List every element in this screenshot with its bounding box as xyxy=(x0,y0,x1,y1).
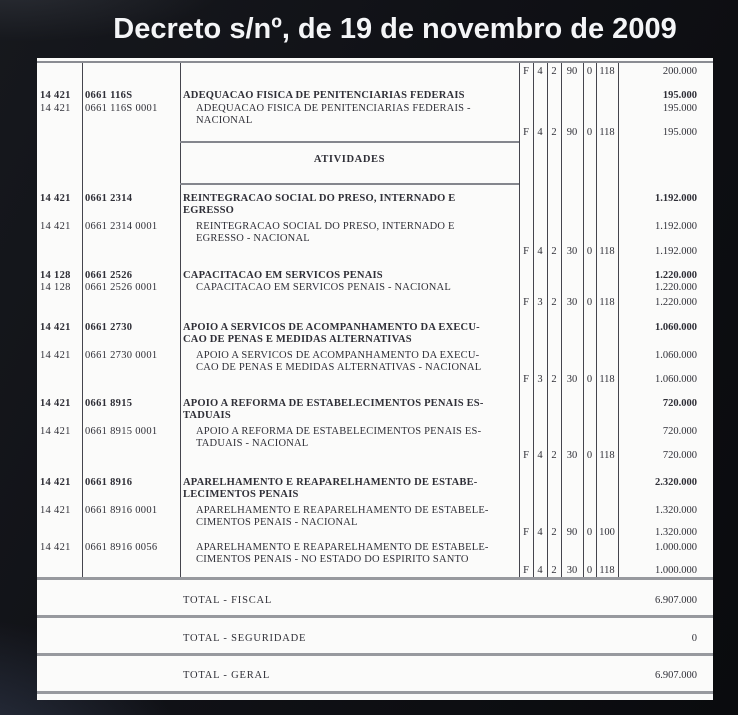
column-divider xyxy=(533,62,534,577)
budget-value: 720.000 xyxy=(662,426,697,437)
title-line: CAO DE PENAS E MEDIDAS ALTERNATIVAS xyxy=(183,334,412,345)
spec-cell: 4 xyxy=(537,66,543,77)
budget-value: 720.000 xyxy=(662,450,697,461)
column-divider xyxy=(618,62,619,577)
action-code: 0661 8916 xyxy=(85,477,133,488)
title-line: APOIO A REFORMA DE ESTABELECIMENTOS PENAIS ES- xyxy=(183,398,484,409)
document-page xyxy=(37,58,713,700)
spec-cell: 90 xyxy=(566,127,578,138)
row-divider xyxy=(37,615,713,618)
row-divider xyxy=(180,141,519,143)
spec-cell: 0 xyxy=(586,565,593,576)
budget-value: 1.320.000 xyxy=(655,505,697,516)
functional-code: 14 421 xyxy=(40,193,71,204)
title-line: APARELHAMENTO E REAPARELHAMENTO DE ESTABE- xyxy=(183,477,478,488)
spec-cell: 0 xyxy=(586,127,593,138)
spec-cell: 118 xyxy=(599,246,615,257)
budget-value: 1.192.000 xyxy=(655,193,697,204)
title-line: CAPACITACAO EM SERVICOS PENAIS - NACIONAL xyxy=(196,282,451,293)
total-label: TOTAL - FISCAL xyxy=(183,595,273,606)
functional-code: 14 421 xyxy=(40,398,71,409)
total-label: TOTAL - SEGURIDADE xyxy=(183,633,307,644)
title-line: REINTEGRACAO SOCIAL DO PRESO, INTERNADO E xyxy=(196,221,455,232)
spec-cell: 4 xyxy=(537,246,543,257)
title-line: APOIO A SERVICOS DE ACOMPANHAMENTO DA EXECU- xyxy=(196,350,480,361)
budget-value: 200.000 xyxy=(662,66,697,77)
action-title xyxy=(183,322,480,346)
functional-code: 14 421 xyxy=(40,477,71,488)
detail-title xyxy=(196,426,481,450)
spec-cell: 30 xyxy=(566,565,578,576)
functional-code: 14 128 xyxy=(40,282,71,293)
spec-cell: 2 xyxy=(551,527,557,538)
total-value: 6.907.000 xyxy=(655,595,697,606)
title-line: APOIO A REFORMA DE ESTABELECIMENTOS PENAIS ES- xyxy=(196,426,482,437)
detail-title xyxy=(196,505,489,529)
spec-cell: 3 xyxy=(537,374,543,385)
spec-cell: 2 xyxy=(551,374,557,385)
title-line: ADEQUACAO FISICA DE PENITENCIARIAS FEDERAIS xyxy=(183,90,465,101)
budget-value: 1.220.000 xyxy=(655,297,697,308)
spec-cell: 2 xyxy=(551,450,557,461)
spec-cell: F xyxy=(523,127,529,138)
spec-cell: F xyxy=(523,450,529,461)
column-divider xyxy=(82,62,83,577)
action-title xyxy=(183,90,465,102)
title-line: NACIONAL xyxy=(196,115,253,126)
spec-cell: 3 xyxy=(537,297,543,308)
title-line: REINTEGRACAO SOCIAL DO PRESO, INTERNADO E xyxy=(183,193,456,204)
action-code: 0661 2730 xyxy=(85,322,133,333)
title-line: APOIO A SERVICOS DE ACOMPANHAMENTO DA EXECU- xyxy=(183,322,480,333)
spec-cell: 2 xyxy=(551,565,557,576)
spec-cell: F xyxy=(523,297,529,308)
budget-value: 1.220.000 xyxy=(655,282,697,293)
budget-value: 720.000 xyxy=(662,398,697,409)
action-code: 0661 2730 0001 xyxy=(85,350,158,361)
functional-code: 14 421 xyxy=(40,426,71,437)
action-title xyxy=(183,398,484,422)
budget-value: 1.000.000 xyxy=(655,542,697,553)
spec-cell: F xyxy=(523,565,529,576)
action-title xyxy=(183,193,456,217)
budget-value: 1.220.000 xyxy=(655,270,697,281)
budget-value: 195.000 xyxy=(662,90,697,101)
title-line: CIMENTOS PENAIS - NO ESTADO DO ESPIRITO SANTO xyxy=(196,554,469,565)
detail-title xyxy=(196,282,451,294)
action-code: 0661 2314 0001 xyxy=(85,221,158,232)
budget-value: 1.320.000 xyxy=(655,527,697,538)
action-code: 0661 8916 0001 xyxy=(85,505,158,516)
spec-cell: 90 xyxy=(566,66,578,77)
action-code: 0661 116S 0001 xyxy=(85,103,158,114)
budget-value: 2.320.000 xyxy=(655,477,697,488)
column-divider xyxy=(519,62,520,577)
row-divider xyxy=(37,691,713,694)
column-divider xyxy=(596,62,597,577)
row-divider xyxy=(37,61,713,63)
action-code: 0661 2314 xyxy=(85,193,133,204)
spec-cell: F xyxy=(523,374,529,385)
budget-value: 1.060.000 xyxy=(655,374,697,385)
spec-cell: 100 xyxy=(599,527,615,538)
spec-cell: 30 xyxy=(566,297,578,308)
title-line: LECIMENTOS PENAIS xyxy=(183,489,299,500)
spec-cell: 30 xyxy=(566,450,578,461)
spec-cell: 118 xyxy=(599,450,615,461)
functional-code: 14 421 xyxy=(40,90,71,101)
spec-cell: F xyxy=(523,527,529,538)
spec-cell: 30 xyxy=(566,374,578,385)
spec-cell: 0 xyxy=(586,527,593,538)
spec-cell: F xyxy=(523,246,529,257)
title-line: APARELHAMENTO E REAPARELHAMENTO DE ESTABELE- xyxy=(196,505,489,516)
spec-cell: 4 xyxy=(537,527,543,538)
title-line: CAO DE PENAS E MEDIDAS ALTERNATIVAS - NACIONAL xyxy=(196,362,482,373)
action-code: 0661 8916 0056 xyxy=(85,542,158,553)
detail-title xyxy=(196,221,455,245)
spec-cell: 0 xyxy=(586,246,593,257)
column-divider xyxy=(180,62,181,577)
budget-value: 1.192.000 xyxy=(655,246,697,257)
slide-title: Decreto s/nº, de 19 de novembro de 2009 xyxy=(113,13,677,45)
functional-code: 14 421 xyxy=(40,103,71,114)
action-code: 0661 2526 0001 xyxy=(85,282,158,293)
spec-cell: 118 xyxy=(599,66,615,77)
functional-code: 14 421 xyxy=(40,350,71,361)
row-divider xyxy=(37,577,713,580)
spec-cell: F xyxy=(523,66,529,77)
spec-cell: 2 xyxy=(551,127,557,138)
spec-cell: 2 xyxy=(551,297,557,308)
action-code: 0661 116S xyxy=(85,90,133,101)
total-value: 0 xyxy=(691,633,697,644)
detail-title xyxy=(196,103,471,127)
title-line: ADEQUACAO FISICA DE PENITENCIARIAS FEDERAIS - xyxy=(196,103,471,114)
title-line: TADUAIS xyxy=(183,410,231,421)
spec-cell: 30 xyxy=(566,246,578,257)
action-code: 0661 8915 xyxy=(85,398,133,409)
budget-value: 195.000 xyxy=(662,127,697,138)
budget-value: 1.060.000 xyxy=(655,350,697,361)
budget-value: 195.000 xyxy=(662,103,697,114)
row-divider xyxy=(37,653,713,656)
spec-cell: 118 xyxy=(599,374,615,385)
spec-cell: 90 xyxy=(566,527,578,538)
spec-cell: 4 xyxy=(537,450,543,461)
spec-cell: 0 xyxy=(586,297,593,308)
spec-cell: 0 xyxy=(586,450,593,461)
section-header-atividades: ATIVIDADES xyxy=(313,154,386,165)
action-title xyxy=(183,270,383,282)
spec-cell: 2 xyxy=(551,66,557,77)
total-label: TOTAL - GERAL xyxy=(183,670,271,681)
title-line: EGRESSO xyxy=(183,205,235,216)
row-divider xyxy=(180,183,519,185)
title-line: APARELHAMENTO E REAPARELHAMENTO DE ESTABELE- xyxy=(196,542,489,553)
action-code: 0661 2526 xyxy=(85,270,133,281)
spec-cell: 118 xyxy=(599,127,615,138)
title-line: CAPACITACAO EM SERVICOS PENAIS xyxy=(183,270,383,281)
action-title xyxy=(183,477,477,501)
budget-value: 1.192.000 xyxy=(655,221,697,232)
spec-cell: 4 xyxy=(537,565,543,576)
title-line: CIMENTOS PENAIS - NACIONAL xyxy=(196,517,358,528)
column-divider xyxy=(561,62,562,577)
detail-title xyxy=(196,350,481,374)
functional-code: 14 421 xyxy=(40,221,71,232)
budget-value: 1.060.000 xyxy=(655,322,697,333)
title-line: TADUAIS - NACIONAL xyxy=(196,438,309,449)
action-code: 0661 8915 0001 xyxy=(85,426,158,437)
functional-code: 14 421 xyxy=(40,322,71,333)
spec-cell: 2 xyxy=(551,246,557,257)
functional-code: 14 128 xyxy=(40,270,71,281)
spec-cell: 118 xyxy=(599,565,615,576)
spec-cell: 118 xyxy=(599,297,615,308)
total-value: 6.907.000 xyxy=(655,670,697,681)
column-divider xyxy=(547,62,548,577)
spec-cell: 0 xyxy=(586,66,593,77)
column-divider xyxy=(583,62,584,577)
title-line: EGRESSO - NACIONAL xyxy=(196,233,310,244)
budget-value: 1.000.000 xyxy=(655,565,697,576)
spec-cell: 4 xyxy=(537,127,543,138)
functional-code: 14 421 xyxy=(40,505,71,516)
functional-code: 14 421 xyxy=(40,542,71,553)
spec-cell: 0 xyxy=(586,374,593,385)
detail-title xyxy=(196,542,489,566)
